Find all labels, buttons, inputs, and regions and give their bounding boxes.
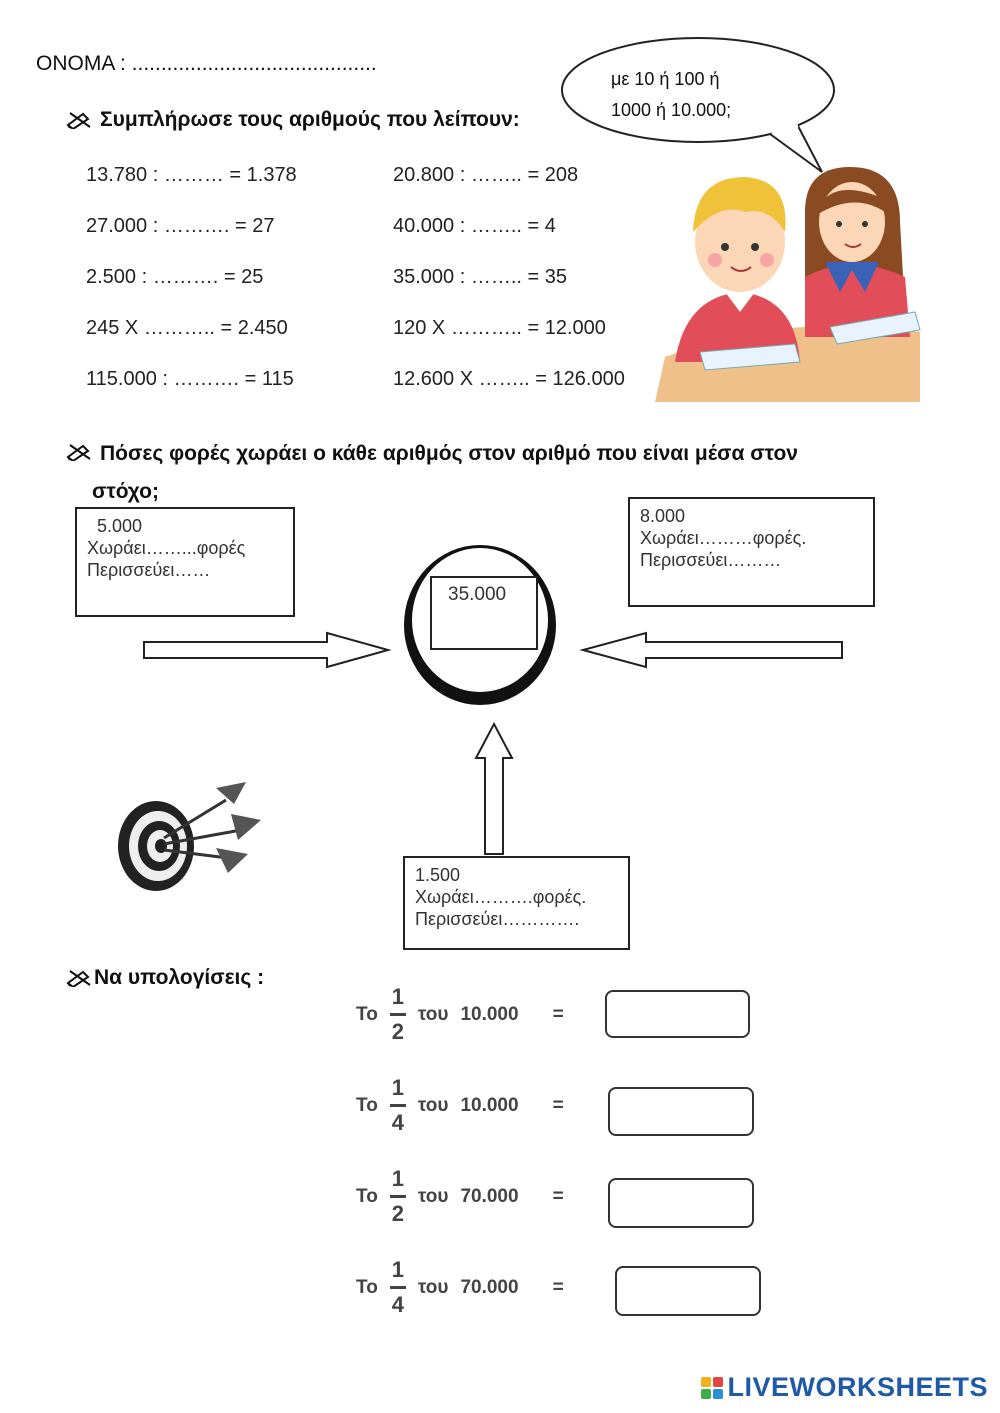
fraction: $\frac{1}{2}$: [391, 1166, 404, 1226]
fraction: $\frac{1}{2}$: [391, 984, 404, 1044]
fraction-row: Το $\frac{1}{2}$ του 70.000 =: [356, 1166, 564, 1226]
number-box-bottom[interactable]: 1.500 Χωράει……….φορές. Περισσεύει………….: [403, 856, 630, 950]
equation-input[interactable]: 20.800 : …….. = 208: [393, 164, 579, 186]
equations-left-column: [86, 164, 297, 419]
fraction: $\frac{1}{4}$: [391, 1257, 404, 1317]
equation-input[interactable]: 2.500 : ………. = 25: [86, 266, 264, 288]
arrow-left-icon: [580, 630, 845, 670]
equation-input[interactable]: 120 Χ ……….. = 12.000: [393, 317, 606, 339]
kids-illustration: [655, 152, 925, 402]
fraction: $\frac{1}{4}$: [391, 1075, 404, 1135]
equation-input[interactable]: 35.000 : …….. = 35: [393, 266, 567, 288]
arrow-right-icon: [142, 630, 392, 670]
number-box-right[interactable]: 8.000 Χωράει………φορές. Περισσεύει………: [628, 497, 875, 607]
equation-input[interactable]: 27.000 : ………. = 27: [86, 215, 275, 237]
arrow-up-icon: [474, 722, 514, 856]
pencil-icon: [66, 969, 92, 987]
equations-right-column: [393, 164, 625, 419]
speech-bubble-text: με 10 ή 100 ή 1000 ή 10.000;: [611, 69, 732, 120]
number-box-left[interactable]: 5.000 Χωράει……...φορές Περισσεύει……: [75, 507, 295, 617]
liveworksheets-logo: LIVEWORKSHEETS: [701, 1372, 988, 1403]
section-2-heading: Πόσες φορές χωράει ο κάθε αριθμός στον αριθμό που είναι μέσα στον στόχο;: [66, 435, 926, 511]
fraction-row: Το $\frac{1}{4}$ του 10.000 =: [356, 1075, 564, 1135]
answer-input[interactable]: [608, 1178, 754, 1228]
equation-input[interactable]: 40.000 : …….. = 4: [393, 215, 556, 237]
equation-input[interactable]: 245 Χ ……….. = 2.450: [86, 317, 288, 339]
section-1-heading: Συμπλήρωσε τους αριθμούς που λείπουν:: [66, 108, 520, 132]
section-3-heading: Να υπολογίσεις :: [66, 966, 264, 990]
equation-input[interactable]: 12.600 Χ …….. = 126.000: [393, 368, 625, 390]
logo-mark-icon: [701, 1377, 723, 1399]
name-line: ΟΝΟΜΑ : ..........................................: [36, 52, 377, 75]
pencil-icon: [66, 443, 92, 461]
answer-input[interactable]: [615, 1266, 761, 1316]
fraction-row: Το $\frac{1}{4}$ του 70.000 =: [356, 1257, 564, 1317]
equation-input[interactable]: 13.780 : ……… = 1.378: [86, 164, 297, 186]
dartboard-icon: [116, 778, 266, 893]
fraction-row: Το $\frac{1}{2}$ του 10.000 =: [356, 984, 564, 1044]
equation-input[interactable]: 115.000 : ………. = 115: [86, 368, 294, 390]
target-number-box: 35.000: [430, 576, 538, 650]
answer-input[interactable]: [608, 1087, 754, 1136]
answer-input[interactable]: [605, 990, 750, 1038]
pencil-icon: [66, 111, 92, 129]
